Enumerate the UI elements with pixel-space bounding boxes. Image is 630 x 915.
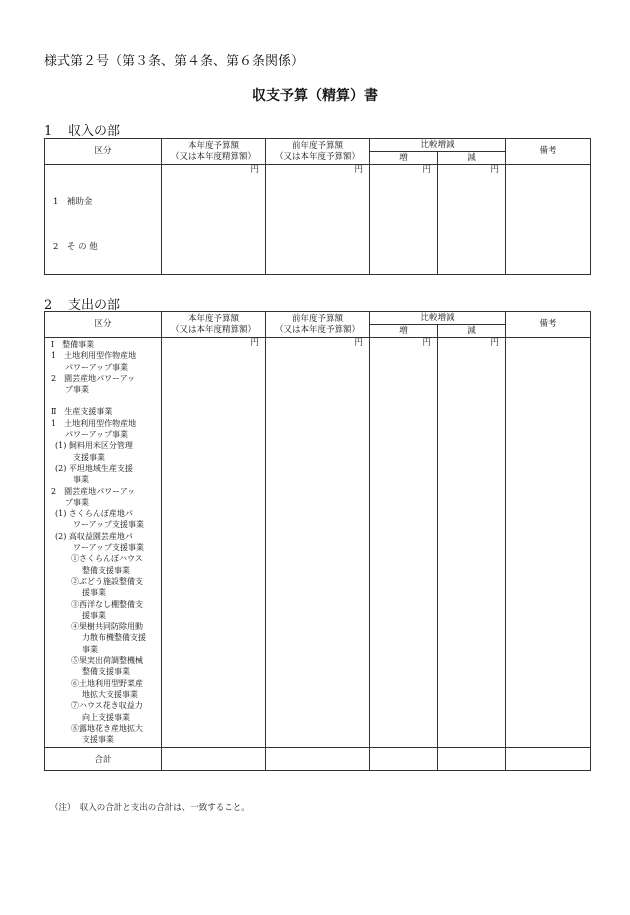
expense-item-line: ⑦ハウス花き収益力 bbox=[71, 701, 143, 711]
expense-item-line: (1) さくらんぼ産地パ bbox=[55, 509, 133, 519]
income-increase-unit: 円 bbox=[370, 165, 438, 177]
income-current-unit: 円 bbox=[162, 165, 266, 177]
expense-item-line: 整備支援事業 bbox=[82, 565, 130, 575]
income-section-heading bbox=[44, 120, 120, 139]
expense-increase-unit: 円 bbox=[370, 338, 438, 350]
header-current-budget-line2: （又は本年度精算額） bbox=[170, 324, 256, 335]
expense-increase-cell bbox=[370, 349, 438, 748]
expense-item-line: (2) 平坦地域生産支援 bbox=[55, 463, 133, 473]
expense-decrease-cell bbox=[438, 349, 506, 748]
expense-item-line: ⑧露地花き産地拡大 bbox=[71, 723, 143, 733]
footnote: （注） 収入の合計と支出の合計は、一致すること。 bbox=[50, 803, 250, 813]
expense-item-line: パワーアップ事業 bbox=[65, 362, 129, 372]
expense-item-line: ①さくらんぼハウス bbox=[71, 554, 143, 564]
header-remarks: 備考 bbox=[506, 139, 591, 165]
expense-item-line bbox=[51, 395, 161, 406]
header-previous-budget bbox=[266, 139, 370, 165]
expense-item-line: 事業 bbox=[82, 644, 98, 654]
expense-item-line: パワーアップ事業 bbox=[65, 430, 129, 440]
expense-item-line: 1 土地利用型作物産地 bbox=[51, 418, 137, 428]
expense-section-number: 2 bbox=[44, 298, 53, 313]
income-current-cell bbox=[162, 176, 266, 274]
total-current-cell bbox=[162, 748, 266, 771]
expense-item-line: 力散布機整備支援 bbox=[82, 633, 146, 643]
expense-category-cell bbox=[45, 338, 162, 748]
income-item-other: 2 そ の 他 bbox=[53, 242, 98, 252]
expense-item-line: ⑤果実出荷調整機械 bbox=[71, 656, 143, 666]
header-previous-budget-line2: （又は本年度予算額） bbox=[274, 151, 360, 162]
total-increase-cell bbox=[370, 748, 438, 771]
expense-item-line: ワーアップ支援事業 bbox=[73, 543, 145, 553]
header-comparison: 比較増減 bbox=[370, 139, 506, 152]
document-title: 収支予算（精算）書 bbox=[252, 88, 378, 104]
header-comparison: 比較増減 bbox=[370, 312, 506, 325]
expense-table bbox=[44, 311, 591, 771]
expense-item-list bbox=[51, 339, 161, 745]
income-item-subsidy: 1 補助金 bbox=[53, 197, 93, 207]
expense-item-line: 2 園芸産地パワーアッ bbox=[51, 373, 136, 383]
expense-item-line: 地拡大支援事業 bbox=[82, 689, 138, 699]
expense-item-line: 援事業 bbox=[82, 610, 106, 620]
income-previous-unit: 円 bbox=[266, 165, 370, 177]
expense-item-line: ⑥土地利用型野菜産 bbox=[71, 678, 143, 688]
expense-section-title: 支出の部 bbox=[68, 298, 121, 313]
expense-remarks-cell bbox=[506, 338, 591, 748]
expense-item-line: 支援事業 bbox=[82, 735, 114, 745]
expense-item-line: ワーアップ支援事業 bbox=[73, 520, 145, 530]
header-previous-budget-line1: 前年度予算額 bbox=[291, 140, 343, 151]
expense-item-line: (2) 高収益園芸産地パ bbox=[55, 531, 133, 541]
total-decrease-cell bbox=[438, 748, 506, 771]
income-section-number: 1 bbox=[44, 124, 53, 139]
income-section-title: 収入の部 bbox=[68, 124, 121, 139]
header-remarks: 備考 bbox=[506, 312, 591, 338]
expense-current-unit: 円 bbox=[162, 338, 266, 350]
header-category: 区分 bbox=[45, 139, 162, 165]
header-current-budget-line2: （又は本年度精算額） bbox=[170, 151, 256, 162]
header-category: 区分 bbox=[45, 312, 162, 338]
expense-item-line: 1 土地利用型作物産地 bbox=[51, 351, 137, 361]
expense-item-line: プ事業 bbox=[65, 385, 89, 395]
expense-item-line: (1) 飼料用米区分管理 bbox=[55, 441, 133, 451]
expense-current-cell bbox=[162, 349, 266, 748]
income-category-cell bbox=[45, 165, 162, 275]
income-previous-cell bbox=[266, 176, 370, 274]
total-remarks-cell bbox=[506, 748, 591, 771]
header-previous-budget-line2: （又は本年度予算額） bbox=[274, 324, 360, 335]
income-decrease-unit: 円 bbox=[438, 165, 506, 177]
expense-decrease-unit: 円 bbox=[438, 338, 506, 350]
expense-item-line: 2 園芸産地パワーアッ bbox=[51, 486, 136, 496]
total-label: 合計 bbox=[45, 748, 162, 771]
total-previous-cell bbox=[266, 748, 370, 771]
expense-item-line: ②ぶどう施設整備支 bbox=[71, 576, 143, 586]
header-decrease: 減 bbox=[438, 152, 506, 165]
expense-item-line: プ事業 bbox=[65, 497, 89, 507]
header-current-budget bbox=[162, 312, 266, 338]
header-current-budget-line1: 本年度予算額 bbox=[187, 313, 239, 324]
header-decrease: 減 bbox=[438, 325, 506, 338]
expense-item-line: ④果樹共同防除用動 bbox=[71, 622, 143, 632]
header-previous-budget-line1: 前年度予算額 bbox=[291, 313, 343, 324]
income-decrease-cell bbox=[438, 176, 506, 274]
header-current-budget bbox=[162, 139, 266, 165]
expense-item-line: 事業 bbox=[73, 475, 89, 485]
expense-previous-unit: 円 bbox=[266, 338, 370, 350]
expense-item-line: 整備支援事業 bbox=[82, 667, 130, 677]
form-number: 様式第２号（第３条、第４条、第６条関係） bbox=[44, 54, 305, 69]
expense-item-line: ③西洋なし棚整備支 bbox=[71, 599, 143, 609]
header-previous-budget bbox=[266, 312, 370, 338]
income-remarks-cell bbox=[506, 165, 591, 275]
header-current-budget-line1: 本年度予算額 bbox=[187, 140, 239, 151]
expense-item-line: 支援事業 bbox=[73, 452, 105, 462]
expense-item-line: 援事業 bbox=[82, 588, 106, 598]
expense-item-line: 向上支援事業 bbox=[82, 712, 130, 722]
income-table bbox=[44, 138, 591, 275]
expense-item-line: Ⅱ 生産支援事業 bbox=[51, 407, 113, 417]
header-increase: 増 bbox=[370, 152, 438, 165]
header-increase: 増 bbox=[370, 325, 438, 338]
income-increase-cell bbox=[370, 176, 438, 274]
expense-previous-cell bbox=[266, 349, 370, 748]
expense-item-line: Ⅰ 整備事業 bbox=[51, 340, 95, 349]
